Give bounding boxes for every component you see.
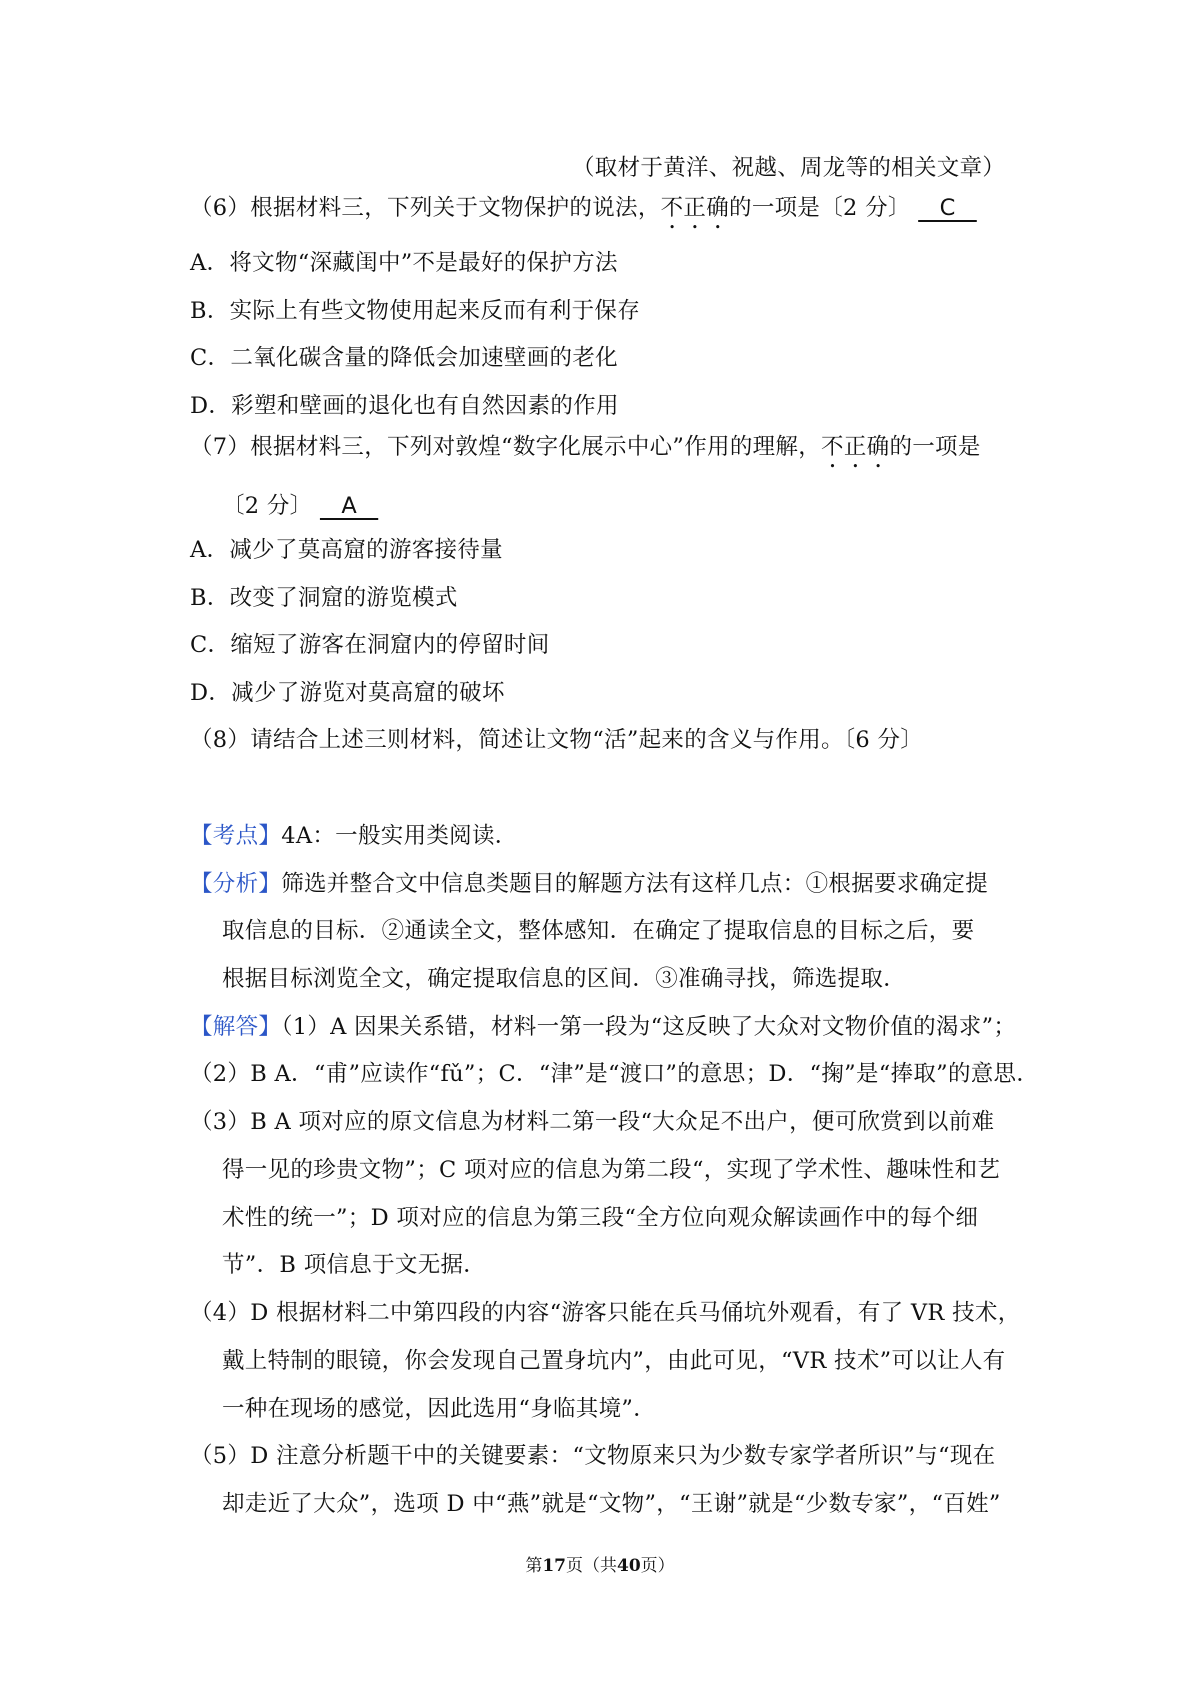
- footer-suffix: 页）: [640, 1556, 675, 1576]
- q6-option-d: D．彩塑和壁画的退化也有自然因素的作用: [190, 393, 619, 419]
- q6-stem-before: （6）根据材料三，下列关于文物保护的说法，: [190, 195, 661, 221]
- q7-stem-before: （7）根据材料三，下列对敦煌“数字化展示中心”作用的理解，: [190, 434, 822, 460]
- q6-option-b: B．实际上有些文物使用起来反而有利于保存: [190, 298, 641, 324]
- jieda-line-6: 节”．B 项信息于文无据．: [222, 1252, 487, 1278]
- q6-stem-after: 的一项是〔2 分〕: [729, 195, 911, 221]
- kaodian-text: 4A：一般实用类阅读．: [281, 823, 518, 849]
- question-7-stem: [190, 432, 981, 473]
- jieda-line-10: （5）D 注意分析题干中的关键要素：“文物原来只为少数专家学者所识”与“现在: [190, 1443, 996, 1469]
- jieda-line-8: 戴上特制的眼镜，你会发现自己置身坑内”，由此可见，“VR 技术”可以让人有: [222, 1348, 1006, 1374]
- jieda-line-5: 术性的统一”；D 项对应的信息为第三段“全方位向观众解读画作中的每个细: [222, 1205, 979, 1231]
- fenxi-row: [190, 869, 988, 899]
- kaodian-label: 【考点】: [190, 823, 282, 849]
- q7-option-b: B．改变了洞窟的游览模式: [190, 585, 458, 611]
- footer-page-number: 17: [542, 1556, 566, 1576]
- q7-option-a: A．减少了莫高窟的游客接待量: [190, 537, 503, 563]
- jieda-line-3: （3）B A 项对应的原文信息为材料二第一段“大众足不出户，便可欣赏到以前难: [190, 1109, 995, 1135]
- jieda-line-7: （4）D 根据材料二中第四段的内容“游客只能在兵马俑坑外观看，有了 VR 技术，: [190, 1300, 1021, 1326]
- question-7-stem-line2: [222, 491, 378, 521]
- jieda-line-4: 得一见的珍贵文物”；C 项对应的信息为第二段“，实现了学术性、趣味性和艺: [222, 1157, 1001, 1183]
- q6-option-c: C．二氧化碳含量的降低会加速壁画的老化: [190, 345, 618, 371]
- fenxi-line-1: 筛选并整合文中信息类题目的解题方法有这样几点：①根据要求确定提: [281, 871, 989, 897]
- q7-answer: A: [319, 493, 379, 519]
- jieda-line-1: （1）A 因果关系错，材料一第一段为“这反映了大众对文物价值的渴求”；: [281, 1014, 1017, 1040]
- question-8-stem: （8）请结合上述三则材料，简述让文物“活”起来的含义与作用。〔6 分〕: [190, 727, 924, 753]
- footer-total-pages: 40: [617, 1556, 641, 1576]
- q7-option-c: C．缩短了游客在洞窟内的停留时间: [190, 632, 550, 658]
- question-6-stem: [190, 193, 977, 234]
- jieda-row: [190, 1012, 1016, 1042]
- jieda-label: 【解答】: [190, 1014, 282, 1040]
- kaodian-row: [190, 821, 518, 851]
- q6-stem-emphasis: 不正确: [660, 195, 730, 221]
- fenxi-label: 【分析】: [190, 871, 282, 897]
- fenxi-line-3: 根据目标浏览全文，确定提取信息的区间．③准确寻找，筛选提取．: [222, 966, 907, 992]
- source-citation: （取材于黄洋、祝越、周龙等的相关文章）: [572, 155, 1006, 181]
- page-footer: [0, 1555, 1200, 1577]
- q7-score: 〔2 分〕: [222, 493, 313, 519]
- footer-prefix: 第: [525, 1556, 543, 1576]
- q6-answer: C: [918, 195, 977, 221]
- q7-stem-after: 的一项是: [889, 434, 981, 460]
- jieda-line-11: 却走近了大众”，选项 D 中“燕”就是“文物”，“王谢”就是“少数专家”，“百姓”: [222, 1491, 1001, 1517]
- fenxi-line-2: 取信息的目标．②通读全文，整体感知．在确定了提取信息的目标之后，要: [222, 918, 975, 944]
- footer-middle: 页（共: [566, 1556, 617, 1576]
- q7-option-d: D．减少了游览对莫高窟的破坏: [190, 680, 505, 706]
- q6-option-a: A．将文物“深藏闺中”不是最好的保护方法: [190, 250, 618, 276]
- q7-stem-emphasis: 不正确: [821, 434, 890, 460]
- jieda-line-2: （2）B A．“甫”应读作“fǔ”；C．“津”是“渡口”的意思；D．“掬”是“捧取”的意思．: [190, 1061, 1040, 1087]
- jieda-line-9: 一种在现场的感觉，因此选用“身临其境”．: [222, 1396, 657, 1422]
